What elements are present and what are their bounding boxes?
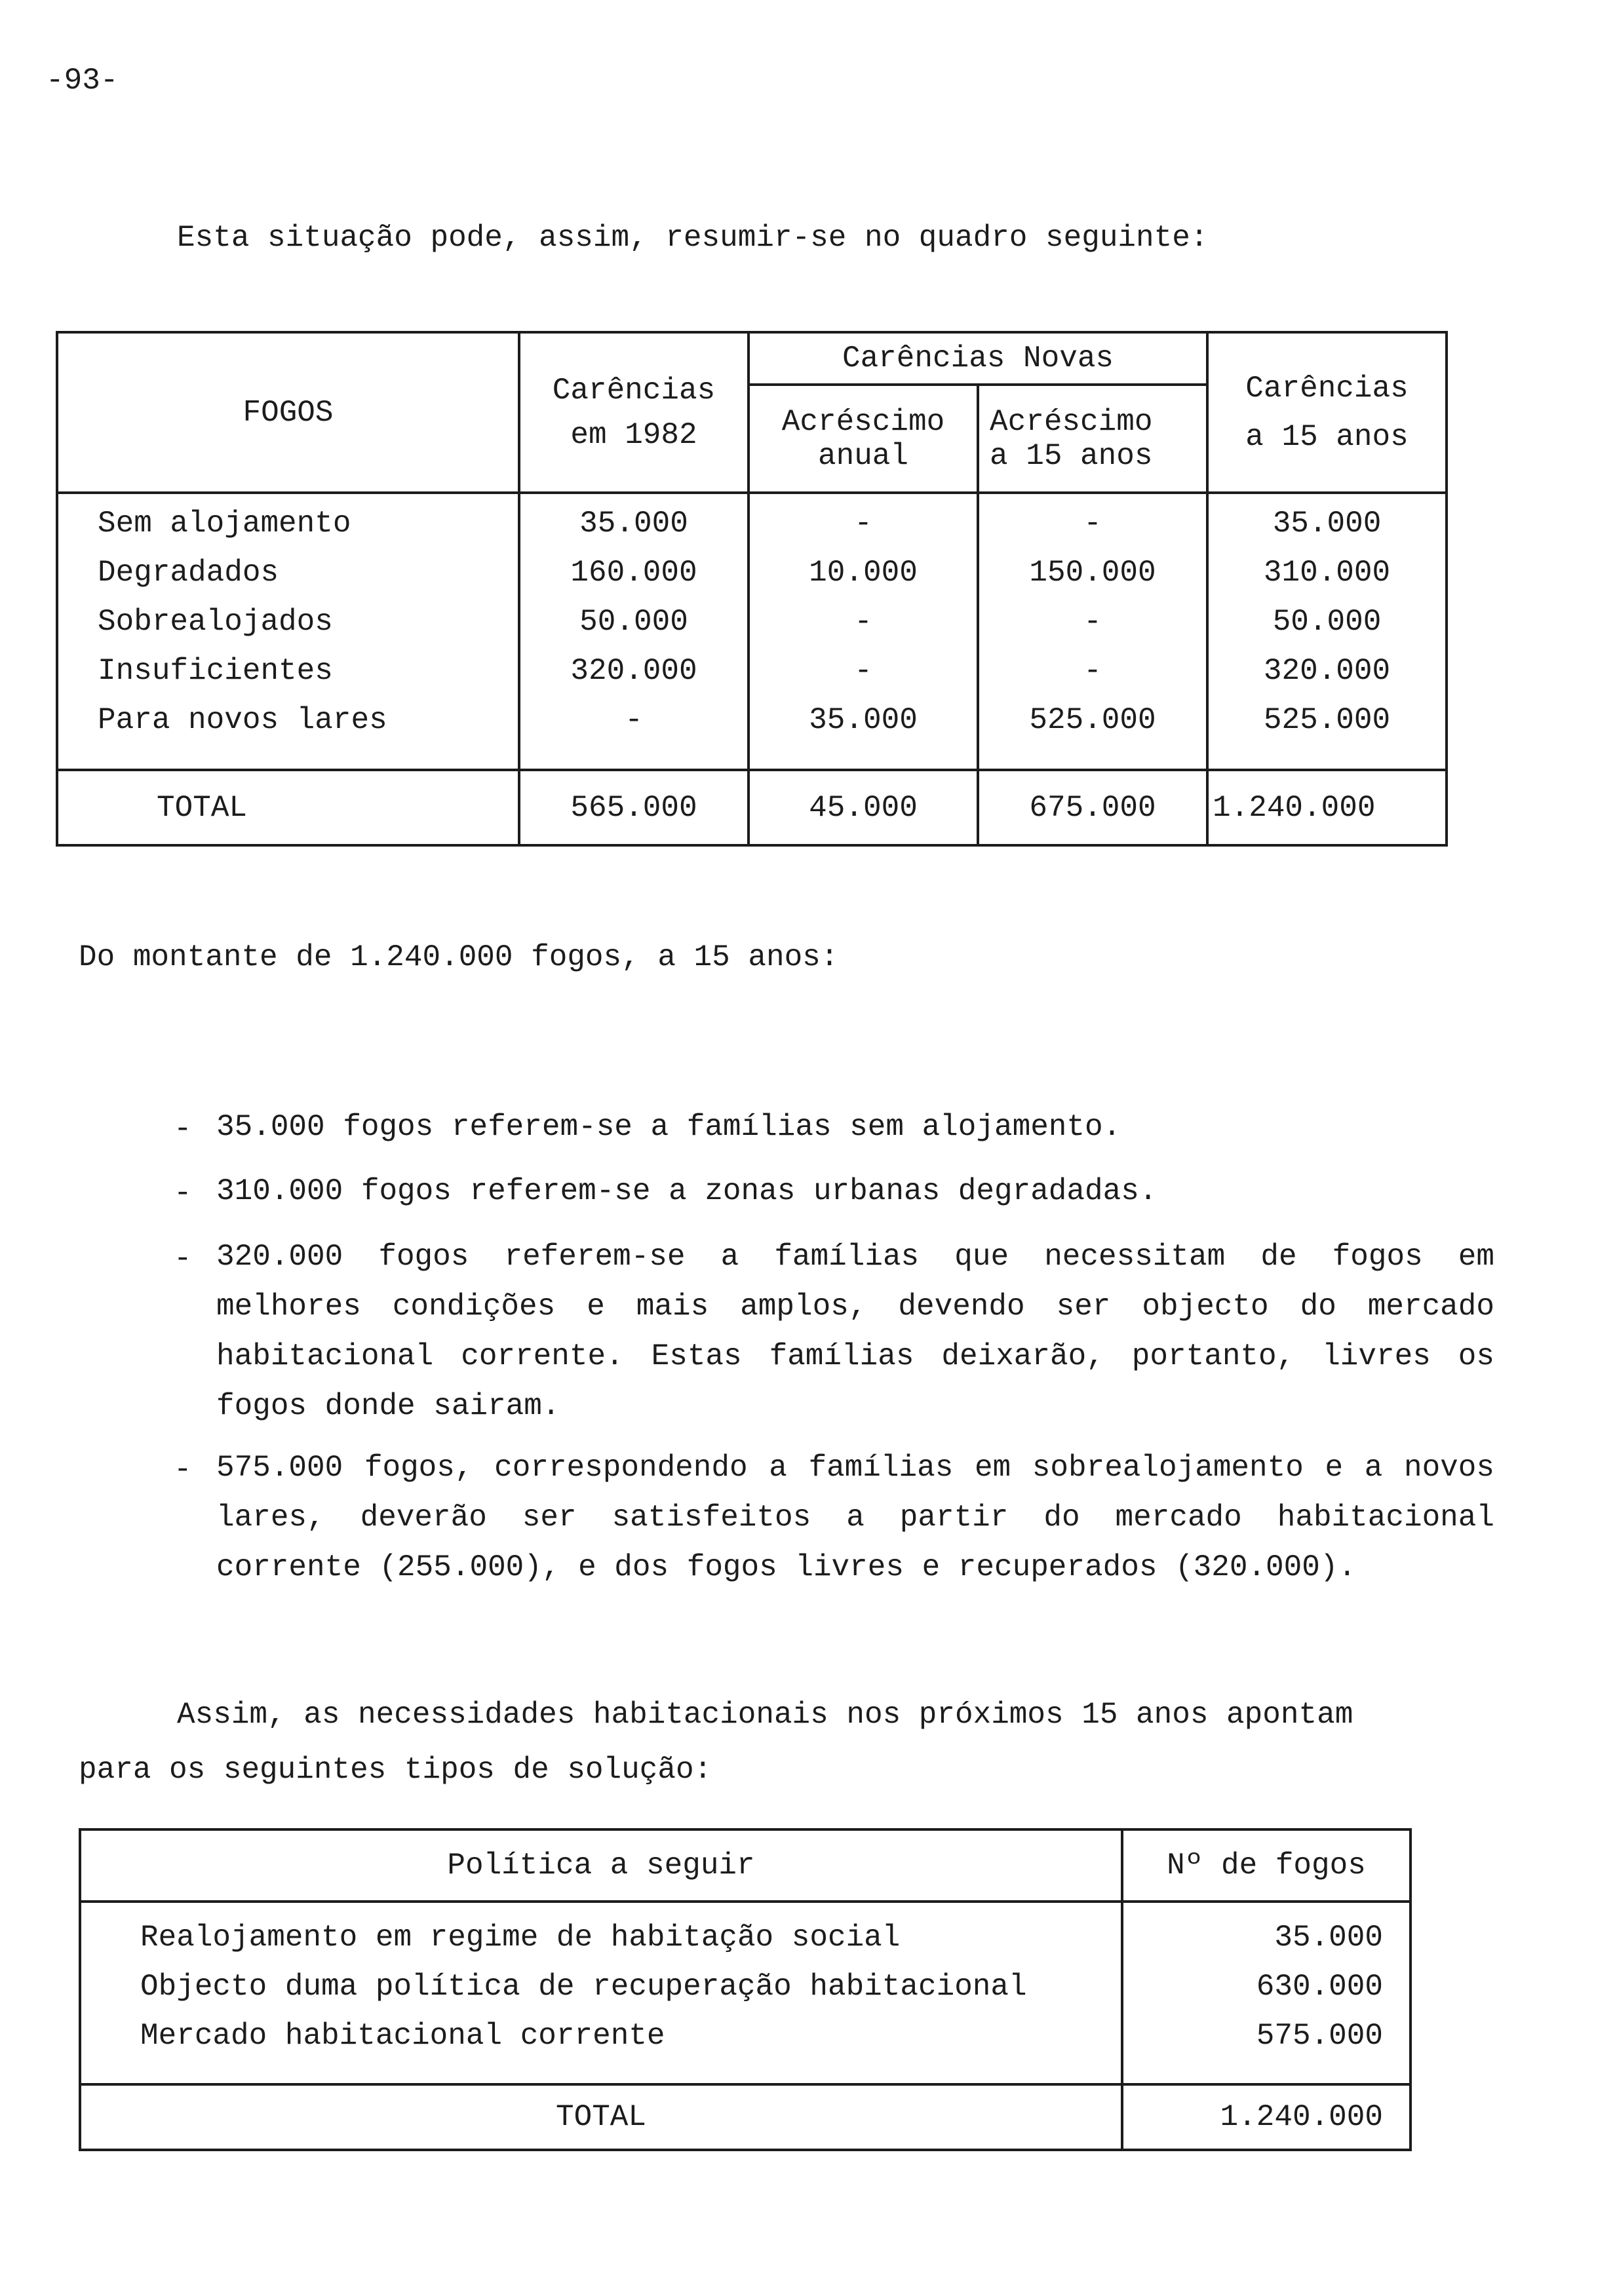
bullet-marker: -: [174, 1453, 192, 1487]
total-value: 1.240.000: [1122, 2084, 1411, 2150]
row-labels: [57, 493, 519, 770]
solution-table: [79, 1828, 1412, 2151]
header-carencias-1982: Carências em 1982: [519, 332, 749, 493]
housing-needs-table: [56, 331, 1448, 847]
total-1982: 565.000: [519, 770, 749, 845]
list-item: Realojamento em regime de habitação social: [140, 1921, 901, 1955]
table-row-total: [57, 770, 1447, 845]
col-acrescimo-anual: - 10.000 - - 35.000: [749, 493, 978, 770]
bullet-marker: -: [174, 1242, 192, 1276]
col-carencias-1982: 35.000 160.000 50.000 320.000 -: [519, 493, 749, 770]
col-acrescimo-15: - 150.000 - - 525.000: [978, 493, 1207, 770]
page-number: -93-: [46, 64, 119, 98]
bullet-marker: -: [174, 1176, 192, 1210]
assim-paragraph: Assim, as necessidades habitacionais nos próximos 15 anos apontam para os seguintes tipos de solução:: [79, 1698, 1353, 1787]
total-anual: 45.000: [749, 770, 978, 845]
list-item: 310.000 fogos referem-se a zonas urbanas degradadas.: [216, 1174, 1158, 1208]
list-item: Objecto duma política de recuperação habitacional: [140, 1970, 1027, 2004]
row-label: Sem alojamento: [98, 507, 351, 541]
table-row-total: [80, 2084, 1411, 2150]
header-acrescimo-anual: Acréscimo anual: [749, 385, 978, 493]
list-item: Mercado habitacional corrente: [140, 2019, 665, 2053]
header-num-fogos: Nº de fogos: [1122, 1829, 1411, 1902]
list-item: 35.000 fogos referem-se a famílias sem alojamento.: [216, 1110, 1121, 1144]
total-grand: 1.240.000: [1207, 770, 1447, 845]
bullet-marker: -: [174, 1112, 192, 1146]
total-a15: 675.000: [978, 770, 1207, 845]
montante-sentence: Do montante de 1.240.000 fogos, a 15 anos:: [79, 940, 839, 974]
col-carencias-15: 35.000 310.000 50.000 320.000 525.000: [1207, 493, 1447, 770]
list-item: 320.000 fogos referem-se a famílias que necessitam de fogos em melhores condições e mais amplos, devendo ser objecto do mercado habitacional corrente. Estas famílias deixarão, portanto, livres os fogos donde sairam.: [216, 1240, 1494, 1423]
list-item: 575.000 fogos, correspondendo a famílias em sobrealojamento e a novos lares, deverão ser satisfeitos a partir do mercado habitacional corrente (255.000), e dos fogos livres e recuperados (320.000).: [216, 1451, 1494, 1584]
header-carencias-15: Carências a 15 anos: [1207, 332, 1447, 493]
header-carencias-novas: Carências Novas: [749, 332, 1207, 385]
row-label: Insuficientes: [98, 654, 333, 688]
row-label: Degradados: [98, 556, 279, 590]
row-label: Sobrealojados: [98, 605, 333, 639]
header-fogos: FOGOS: [57, 332, 519, 493]
total-label: TOTAL: [57, 770, 519, 845]
policy-values: 35.000 630.000 575.000: [1122, 1902, 1411, 2084]
policy-labels: [80, 1902, 1122, 2084]
total-label: TOTAL: [80, 2084, 1122, 2150]
row-label: Para novos lares: [98, 703, 387, 737]
intro-sentence: Esta situação pode, assim, resumir-se no quadro seguinte:: [177, 221, 1209, 255]
header-acrescimo-15: Acréscimo a 15 anos: [978, 385, 1207, 493]
header-politica: Política a seguir: [80, 1829, 1122, 1902]
